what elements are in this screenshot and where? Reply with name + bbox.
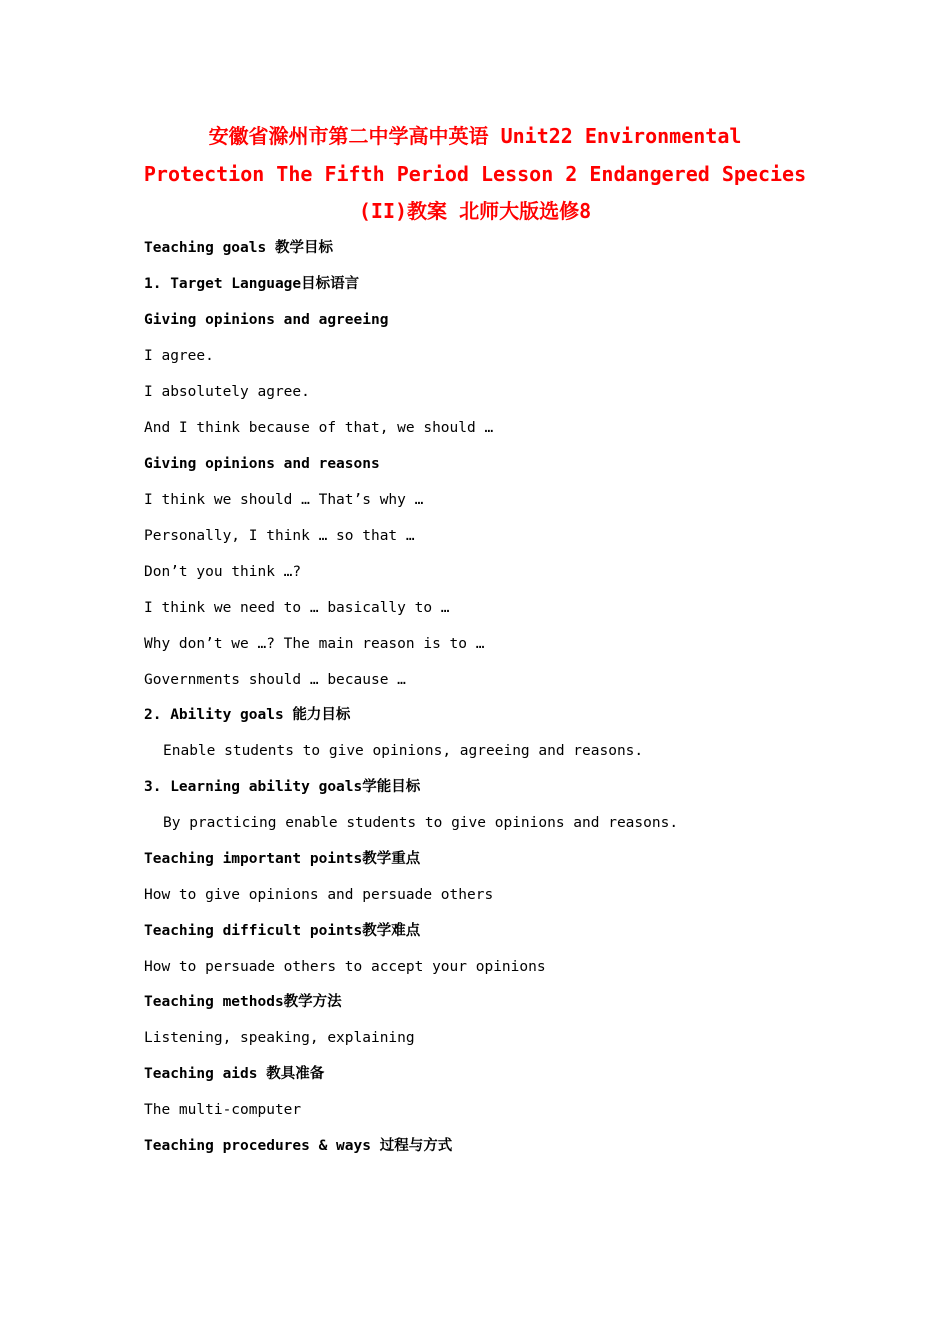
important-points-text: How to give opinions and persuade others xyxy=(144,887,494,903)
phrase-line: Don’t you think …? xyxy=(144,564,302,580)
aids-text: The multi-computer xyxy=(144,1102,302,1118)
difficult-points-heading: Teaching difficult points教学难点 xyxy=(144,923,421,939)
document-title xyxy=(120,118,830,231)
phrase-line: Why don’t we …? The main reason is to … xyxy=(144,636,485,652)
title-line-1: 安徽省滁州市第二中学高中英语 Unit22 Environmental xyxy=(208,124,742,148)
learning-ability-goals-text: By practicing enable students to give opinions and reasons. xyxy=(163,815,679,831)
giving-opinions-agreeing-heading: Giving opinions and agreeing xyxy=(144,312,389,328)
ability-goals-text: Enable students to give opinions, agreeing and reasons. xyxy=(163,743,644,759)
important-points-heading: Teaching important points教学重点 xyxy=(144,851,421,867)
phrase-line: I think we should … That’s why … xyxy=(144,492,424,508)
ability-goals-heading: 2. Ability goals 能力目标 xyxy=(144,707,351,723)
teaching-goals-heading: Teaching goals 教学目标 xyxy=(144,240,333,256)
aids-heading: Teaching aids 教具准备 xyxy=(144,1066,325,1082)
title-line-3: (II)教案 北师大版选修8 xyxy=(358,199,592,223)
phrase-line: And I think because of that, we should … xyxy=(144,420,494,436)
phrase-line: Governments should … because … xyxy=(144,672,406,688)
procedures-heading: Teaching procedures & ways 过程与方式 xyxy=(144,1138,453,1154)
phrase-line: Personally, I think … so that … xyxy=(144,528,415,544)
difficult-points-text: How to persuade others to accept your opinions xyxy=(144,959,546,975)
phrase-line: I think we need to … basically to … xyxy=(144,600,450,616)
phrase-line: I absolutely agree. xyxy=(144,384,310,400)
methods-text: Listening, speaking, explaining xyxy=(144,1030,415,1046)
title-line-2: Protection The Fifth Period Lesson 2 Endangered Species xyxy=(143,161,807,186)
target-language-heading: 1. Target Language目标语言 xyxy=(144,276,360,292)
phrase-line: I agree. xyxy=(144,348,214,364)
methods-heading: Teaching methods教学方法 xyxy=(144,994,342,1010)
learning-ability-goals-heading: 3. Learning ability goals学能目标 xyxy=(144,779,421,795)
giving-opinions-reasons-heading: Giving opinions and reasons xyxy=(144,456,380,472)
